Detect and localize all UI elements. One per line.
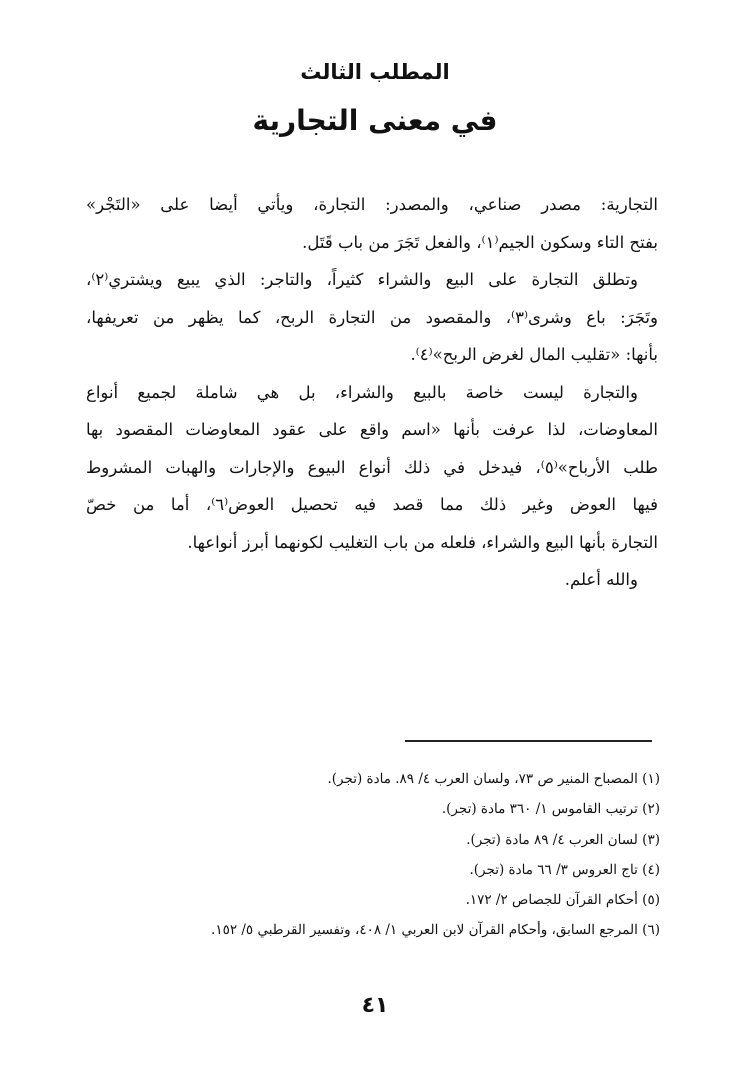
body-line: وتطلق التجارة على البيع والشراء كثيراً، والتاجر: الذي يبيع ويشتري⁽٢⁾، bbox=[86, 270, 638, 289]
body-line: طلب الأرباح»⁽٥⁾، فيدخل في ذلك أنواع البيوع والإجارات والهبات المشروط bbox=[86, 457, 658, 477]
footnote: (٥) أحكام القرآن للجصاص ٢/ ١٧٢. bbox=[465, 892, 660, 909]
page-title: في معنى التجارية bbox=[252, 104, 498, 137]
body-line: التجارة بأنها البيع والشراء، فلعله من باب التغليب لكونهما أبرز أنواعها. bbox=[187, 532, 658, 552]
body-line: بفتح التاء وسكون الجيم⁽١⁾، والفعل تَجَرَ من باب قَتَل. bbox=[302, 232, 658, 252]
footnote: (٤) تاج العروس ٣/ ٦٦ مادة (تجر). bbox=[469, 861, 660, 878]
body-line: فيها العوض وغير ذلك مما قصد فيه تحصيل العوض⁽٦⁾، أما من خصّ bbox=[86, 495, 658, 514]
body-line: المعاوضات، لذا عرفت بأنها «اسم واقع على عقود المعاوضات المقصود بها bbox=[86, 420, 658, 439]
footnote: (٦) المرجع السابق، وأحكام القرآن لابن العربي ١/ ٤٠٨، وتفسير القرطبي ٥/ ١٥٢. bbox=[211, 922, 660, 939]
body-line: والله أعلم. bbox=[564, 570, 638, 589]
body-line: بأنها: «تقليب المال لغرض الربح»⁽٤⁾. bbox=[410, 345, 658, 364]
footnote: (٢) ترتيب القاموس ١/ ٣٦٠ مادة (تجر). bbox=[441, 801, 660, 818]
body-line: التجارية: مصدر صناعي، والمصدر: التجارة، ويأتي أيضا على «التَجْر» bbox=[86, 195, 658, 214]
footnote: (١) المصباح المنير ص ٧٣، ولسان العرب ٤/ ٨٩. مادة (تجر). bbox=[327, 771, 660, 787]
body-line: وتَجَرَ: باع وشرى⁽٣⁾، والمقصود من التجارة الربح، كما يظهر من تعريفها، bbox=[86, 307, 658, 327]
footnote: (٣) لسان العرب ٤/ ٨٩ مادة (تجر). bbox=[466, 831, 660, 848]
footnote-separator bbox=[405, 740, 652, 742]
body-text bbox=[86, 186, 658, 599]
footnotes bbox=[100, 764, 660, 946]
body-line: والتجارة ليست خاصة بالبيع والشراء، بل هي شاملة لجميع أنواع bbox=[86, 382, 638, 402]
section-heading: المطلب الثالث bbox=[300, 60, 450, 84]
page-number: ٤١ bbox=[361, 993, 389, 1018]
